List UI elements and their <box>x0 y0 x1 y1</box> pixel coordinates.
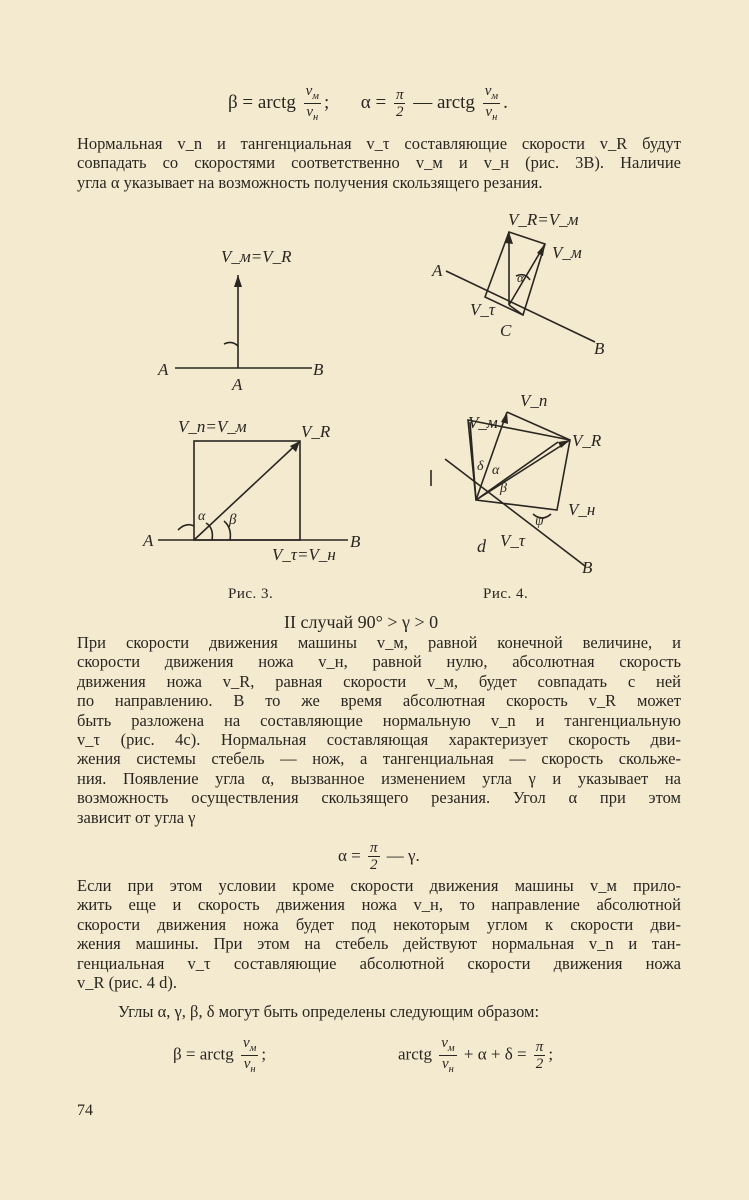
text-line: ния. Появление угла α, вызванное изменением угла γ и указывает на <box>77 768 681 788</box>
label-vt: V_τ <box>470 300 495 319</box>
text-line: Нормальная v_n и тангенциальная v_τ составляющие скорости v_R будут <box>77 134 681 153</box>
text-line: возможность осуществления скользящего резания. Угол α при этом <box>77 788 681 808</box>
label-vr: V_R <box>301 422 331 441</box>
text-line: зависит от угла γ <box>77 807 196 827</box>
fraction-pi-2: $\frac{\pi}{2}$ <box>535 1038 544 1072</box>
label-b: B <box>350 532 361 551</box>
label-c: C <box>500 321 512 340</box>
label-vt-vn: V_τ=V_н <box>272 545 336 564</box>
formula-text: β = arctg <box>228 91 296 113</box>
figures-3-4 <box>0 200 749 610</box>
formula-beta-alpha: β = arctg $\frac{v_м}{v_н}$ ; α = $\frac{\pi}{2}$ — arctg $\frac{v_м}{v_н}$ . <box>228 83 508 123</box>
label-beta: β <box>500 481 507 496</box>
text-line: v_τ (рис. 4с). Нормальная составляющая характеризует скорость дви- <box>77 730 681 750</box>
text-line: жения системы стебель — нож, а тангенциальная — скорость скольже- <box>77 749 681 769</box>
text-line: скорости движения ножа v_н, равной нулю, абсолютная скорость <box>77 652 681 672</box>
text-line: движения ножа v_R, равная скорости v_м, будет совпадать с ней <box>77 671 681 691</box>
fraction-pi-2: $\frac{\pi}{2}$ <box>370 840 378 873</box>
paragraph-3 <box>77 876 681 992</box>
label-vn: V_n <box>520 391 548 410</box>
text-line: жить еще и скорость движения ножа v_н, то направление абсолютной <box>77 895 681 915</box>
label-alpha: α <box>517 270 524 285</box>
formula-alpha-gamma: α = $\frac{\pi}{2}$ — γ. <box>338 840 420 873</box>
label-a: A <box>432 261 443 280</box>
label-vn-vm: V_n=V_м <box>178 417 247 436</box>
label-beta: β <box>229 512 237 528</box>
label-a: A <box>143 531 154 550</box>
fraction-pi-2: $\frac{\pi}{2}$ <box>395 86 404 120</box>
text-line: совпадать со скоростями соответственно v_м и v_н (рис. 3В). Наличие <box>77 153 681 173</box>
text-line: генциальная v_τ составляющие абсолютной скорости движения ножа <box>77 953 681 973</box>
paragraph-1 <box>77 134 681 192</box>
label-b: B <box>313 360 324 379</box>
formula-text: α = <box>360 91 387 113</box>
label-a-bottom: A <box>232 375 243 394</box>
label-vh: V_н <box>568 500 596 519</box>
label-b: B <box>594 339 605 358</box>
formula-text: — arctg <box>413 91 475 113</box>
paragraph-4: Углы α, γ, β, δ могут быть определены следующим образом: <box>118 1002 540 1021</box>
text-line: жения машины. При этом на стебель действуют нормальная v_n и тан- <box>77 934 681 954</box>
text-line: по направлению. В то же время абсолютная скорость v_R может <box>77 691 681 711</box>
formula-angles-sum: arctg $\frac{v_м}{v_н}$ + α + δ = $\frac{\pi}{2}$ ; <box>398 1035 554 1075</box>
text-line: Если при этом условии кроме скорости движения машины v_м прило- <box>77 876 681 895</box>
label-alpha: α <box>492 463 500 478</box>
fraction-vm-vn: $\frac{v_м}{v_н}$ <box>305 83 319 123</box>
text-line: При скорости движения машины v_м, равной конечной величине, и <box>77 633 681 652</box>
caption-fig3: Рис. 3. <box>228 586 274 602</box>
label-vm-vr: V_м=V_R <box>221 247 292 266</box>
text-line: угла α указывает на возможность получения скользящего резания. <box>77 172 543 192</box>
label-vm: V_м <box>552 243 582 262</box>
label-psi: ψ <box>535 514 544 529</box>
formula-angles-beta: β = arctg $\frac{v_м}{v_н}$ ; <box>173 1035 267 1075</box>
text-line: быть разложена на составляющие нормальную v_n и тангенциальную <box>77 710 681 730</box>
label-b: B <box>582 558 593 577</box>
label-alpha: α <box>198 509 206 524</box>
section-heading: II случай 90° > γ > 0 <box>284 612 439 632</box>
text-line: скорости движения ножа будет под некоторым углом к скорости дви- <box>77 914 681 934</box>
fraction-vm-vn: $\frac{v_м}{v_н}$ <box>441 1035 455 1075</box>
fraction-vm-vn: $\frac{v_м}{v_н}$ <box>484 83 499 123</box>
page-number: 74 <box>77 1102 93 1119</box>
fraction-vm-vn: $\frac{v_м}{v_н}$ <box>242 1035 257 1075</box>
label-vt: V_τ <box>500 531 525 550</box>
caption-fig4: Рис. 4. <box>483 586 529 602</box>
label-delta: δ <box>477 459 484 474</box>
label-vr-vm: V_R=V_м <box>508 210 579 229</box>
label-vr: V_R <box>572 431 602 450</box>
label-vm: V_м <box>468 413 498 432</box>
label-a-left: A <box>158 360 169 379</box>
paragraph-2 <box>77 633 681 827</box>
label-d: d <box>477 536 486 556</box>
text-line: v_R (рис. 4 d). <box>77 973 178 993</box>
